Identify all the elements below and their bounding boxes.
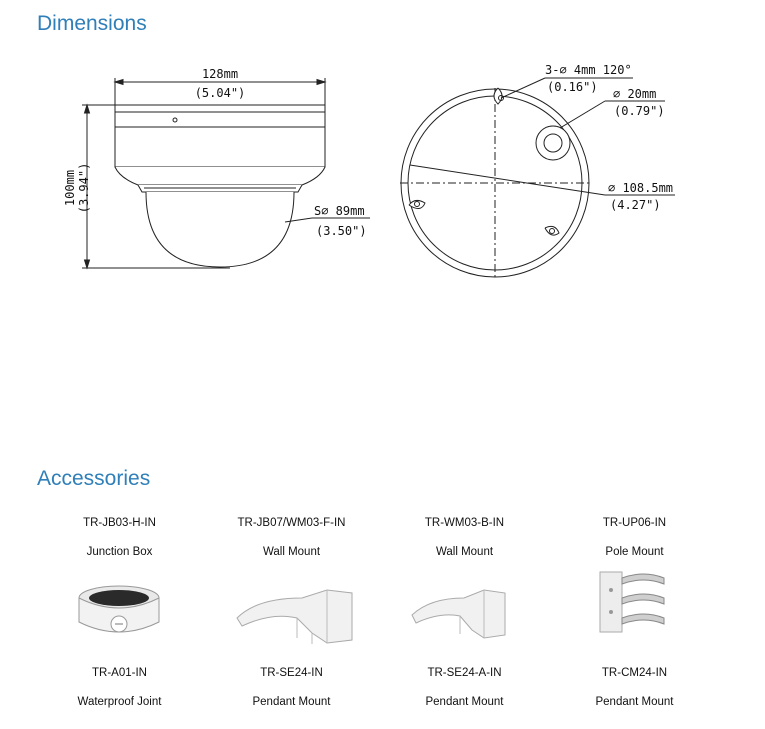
accessory-name: Pole Mount (605, 546, 664, 558)
accessories-grid (32, 510, 732, 720)
camera-side-view-drawing (60, 60, 380, 275)
diameter-in-label: (4.27") (610, 198, 661, 212)
holes-in-label: (0.16") (547, 80, 598, 94)
accessory-name: Wall Mount (435, 546, 494, 558)
width-mm-label: 128mm (201, 67, 239, 81)
accessory-name: Pendant Mount (595, 696, 674, 708)
holes-mm-label: 3-∅ 4mm 120° (545, 63, 632, 77)
accessory-model: TR-SE24-IN (260, 667, 323, 679)
accessory-model: TR-JB03-H-IN (83, 517, 156, 529)
accessories-heading: Accessories (37, 467, 151, 490)
diameter-mm-label: ∅ 108.5mm (608, 181, 674, 195)
pole-mount-image (594, 568, 669, 636)
accessory-model: TR-CM24-IN (601, 667, 668, 679)
camera-base-view-drawing (395, 58, 695, 278)
accessory-name: Pendant Mount (425, 696, 504, 708)
dome-mm-label: S∅ 89mm (314, 204, 365, 218)
width-in-label: (5.04") (194, 86, 246, 100)
height-in-label: (3.94") (77, 162, 91, 214)
accessory-name: Pendant Mount (252, 696, 331, 708)
accessory-name: Wall Mount (262, 546, 321, 558)
accessory-model: TR-SE24-A-IN (427, 667, 502, 679)
dimensions-heading: Dimensions (37, 12, 147, 35)
accessory-name: Waterproof Joint (77, 696, 162, 708)
accessory-model: TR-WM03-B-IN (424, 517, 505, 529)
accessory-model: TR-JB07/WM03-F-IN (237, 517, 346, 529)
wall-mount-image (232, 578, 354, 648)
port-in-label: (0.79") (614, 104, 665, 118)
junction-box-image (74, 580, 164, 645)
port-mm-label: ∅ 20mm (613, 87, 657, 101)
accessory-model: TR-UP06-IN (602, 517, 667, 529)
dome-in-label: (3.50") (316, 224, 367, 238)
wall-mount-image (408, 580, 508, 645)
height-mm-label: 100mm (63, 169, 77, 207)
accessory-name: Junction Box (86, 546, 153, 558)
accessory-model: TR-A01-IN (92, 667, 147, 679)
